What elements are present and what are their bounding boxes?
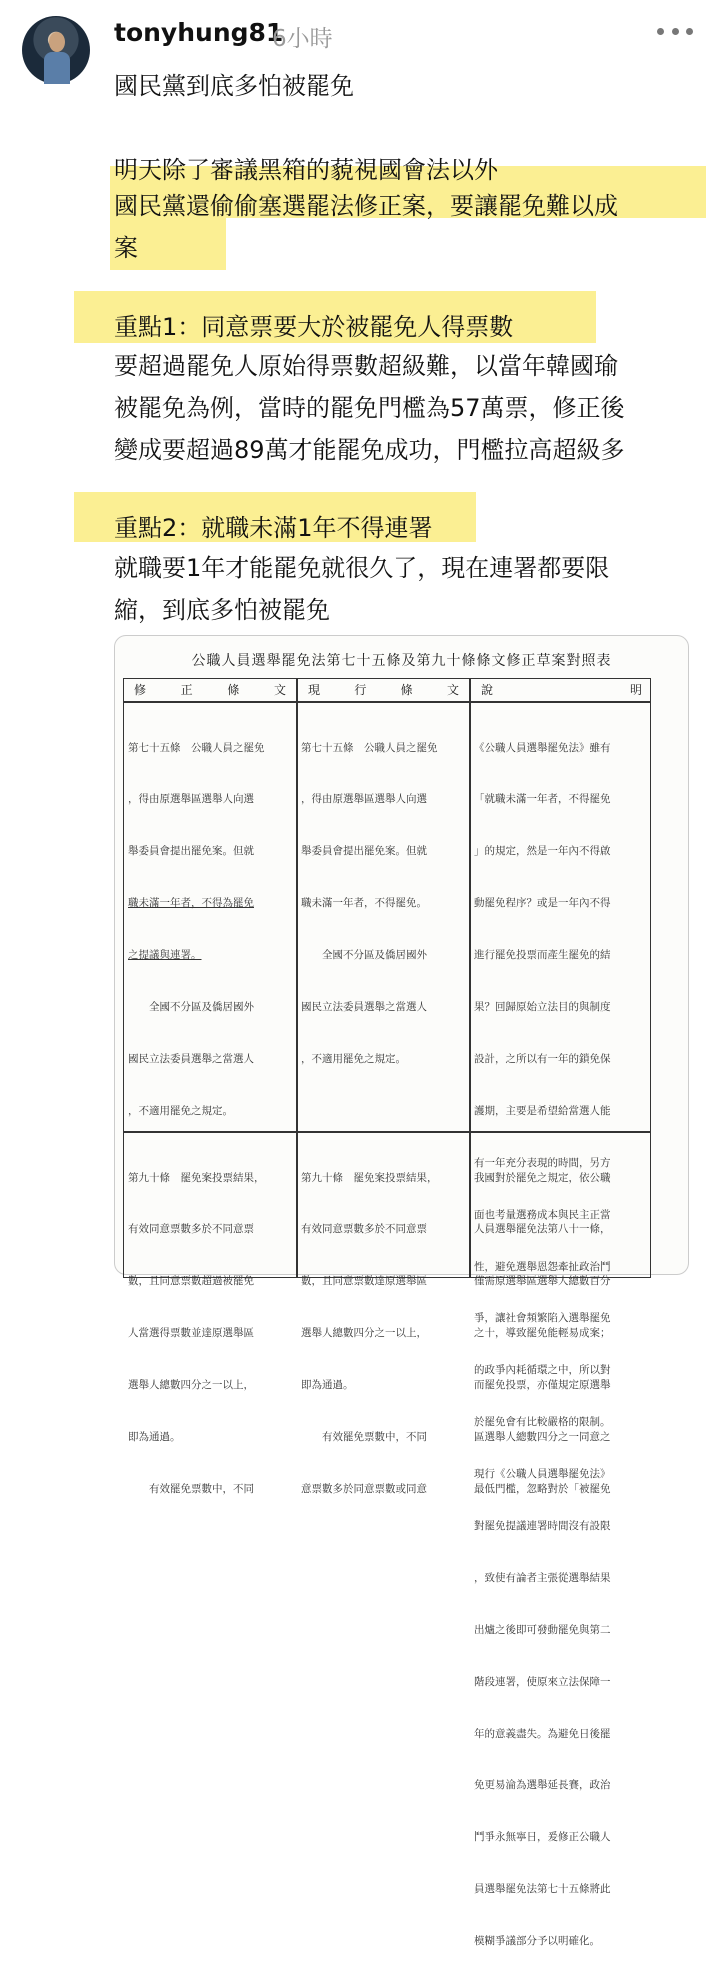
row2-amended: 第九十條 罷免案投票結果， 有效同意票數多於不同意票 數，且同意票數超過被罷免 人當選得票數並達原選舉區 選舉人總數四分之一以上， 即為通過。 有效罷免票數中，不同 xyxy=(128,1171,265,1495)
post-text-line: 縮，到底多怕被罷免 xyxy=(114,596,330,624)
post-text-line: 明天除了審議黑箱的藐視國會法以外 xyxy=(114,156,498,184)
row1-current: 第七十五條 公職人員之罷免 ，得由原選舉區選舉人向選 舉委員會提出罷免案。但就 職未滿一年者，不得罷免。 全國不分區及僑居國外 國民立法委員選舉之當選人 ，不適用罷免之規定。 xyxy=(301,741,438,1065)
post-text-line: 要超過罷免人原始得票數超級難，以當年韓國瑜 xyxy=(114,352,618,380)
post-text-line: 重點1：同意票要大於被罷免人得票數 xyxy=(114,313,514,341)
post-text-line: 國民黨還偷偷塞選罷法修正案，要讓罷免難以成 xyxy=(114,192,618,220)
post-time: 6小時 xyxy=(272,26,333,52)
row2-current: 第九十條 罷免案投票結果， 有效同意票數多於不同意票 數，且同意票數達原選舉區 選舉人總數四分之一以上， 即為通過。 有效罷免票數中，不同 意票數多於同意票數或同意 xyxy=(301,1171,438,1495)
post-text-line: 就職要1年才能罷免就很久了，現在連署都要限 xyxy=(114,554,610,582)
document-title: 公職人員選舉罷免法第七十五條及第九十條條文修正草案對照表 xyxy=(191,653,612,669)
row1-amended: 第七十五條 公職人員之罷免 ，得由原選舉區選舉人向選 舉委員會提出罷免案。但就 職未滿一年者，不得為罷免 之提議與連署。 全國不分區及僑居國外 國民立法委員選舉之當選人 ，不適用罷免之規定。 xyxy=(128,741,265,1117)
comparison-table xyxy=(123,678,651,1948)
avatar-head xyxy=(49,32,65,52)
avatar[interactable] xyxy=(22,16,90,84)
header-current: 現 行 條 文 xyxy=(308,683,459,697)
post-text-line: 變成要超過89萬才能罷免成功，門檻拉高超級多 xyxy=(114,436,625,464)
post-text-line: 重點2：就職未滿1年不得連署 xyxy=(114,514,433,542)
attached-document-image[interactable] xyxy=(114,635,689,1948)
post-text-line: 案 xyxy=(114,234,138,262)
username[interactable]: tonyhung81 xyxy=(114,18,284,47)
row1-explanation: 《公職人員選舉罷免法》雖有 「就職未滿一年者，不得罷免 」的規定，然是一年內不得啟 動罷免程序？或是一年內不得 進行罷免投票而產生罷免的結 果？回歸原始立法目的與制度 設計，之所以有一年的鎖免保 護期，主要是希望給當選人能 有一年充分表現的時間，另方 面也考量選務成本與民主正當 性，避免選舉恩怨牽扯政治鬥 爭，讓社會頻繁陷入選舉罷免 的政爭內耗循環之中，所以對 於罷免會有比較嚴格的限制。 現行《公職人員選舉罷免法》 對罷免提議連署時間沒有設限 ，致使有論者主張從選舉結果 出爐之後即可發動罷免與第二 階段連署，使原來立法保障一 年的意義盡失。為避免日後罷 免更易淪為選舉延長賽，政治 鬥爭永無寧日，爰修正公職人 員選舉罷免法第七十五條將此 模糊爭議部分予以明確化。 xyxy=(474,741,611,1948)
post-text-line: 國民黨到底多怕被罷免 xyxy=(114,72,354,100)
row2-explanation: 我國對於罷免之規定，依公職 人員選舉罷免法第八十一條， 僅需原選舉區選舉人總數百分 之十，導致罷免能輕易成案； 而罷免投票，亦僅規定原選舉 區選舉人總數四分之一同意之 最低門檻，忽略對於「被罷免 xyxy=(474,1171,611,1495)
more-horizontal-icon[interactable] xyxy=(657,28,693,38)
post-text-line: 被罷免為例，當時的罷免門檻為57萬票，修正後 xyxy=(114,394,625,422)
header-explanation: 說 明 xyxy=(481,683,642,697)
avatar-body xyxy=(44,52,70,84)
header-amended: 修 正 條 文 xyxy=(134,683,286,697)
